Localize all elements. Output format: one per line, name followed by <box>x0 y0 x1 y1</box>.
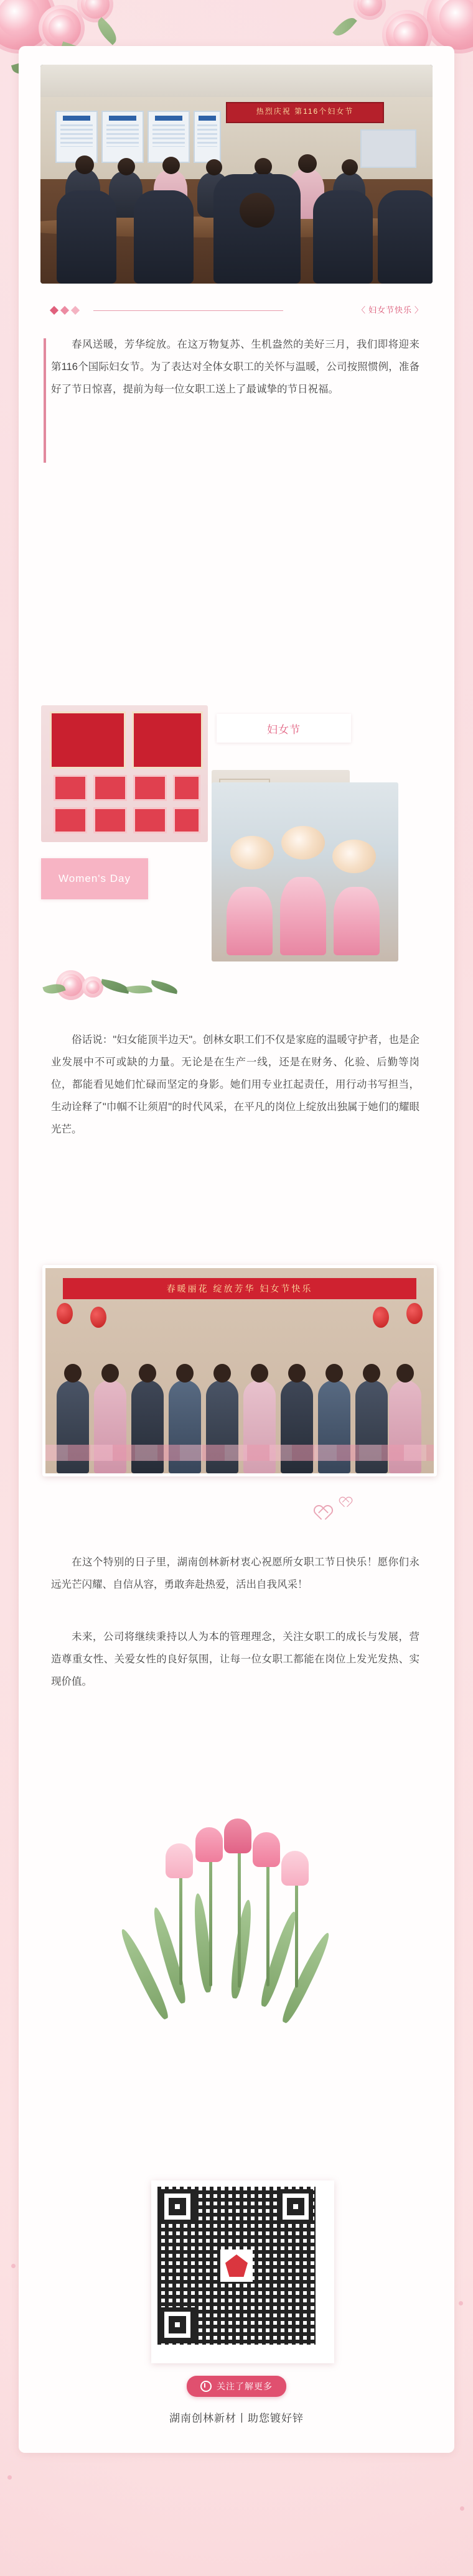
office-chair <box>313 190 373 284</box>
bracket-left: 〈 <box>357 305 366 315</box>
section-divider <box>19 300 454 325</box>
group-photo-banner: 春暖丽花 绽放芳华 妇女节快乐 <box>63 1278 416 1299</box>
rose-icon <box>82 976 103 998</box>
collage-photo-wall <box>41 705 208 842</box>
hero-ceiling <box>40 65 433 97</box>
collage-photo-flowers <box>212 782 398 961</box>
person-head <box>64 1364 82 1383</box>
wish-card <box>54 775 87 801</box>
wall-poster <box>148 111 190 163</box>
follow-button[interactable] <box>187 2376 286 2397</box>
person-head <box>288 1364 306 1383</box>
paragraph-2: 俗话说："妇女能顶半边天"。创林女职工们不仅是家庭的温暖守护者，也是企业发展中不可或缺的力量。无论是在生产一线，还是在财务、化验、后勤等岗位，都能看见她们忙碌而坚定的身影。她们用专业扛起责任，用行动书写担当，生动诠释了"巾帼不让须眉"的时代风采，在平凡的岗位上绽放出独属于她们的耀眼光芒。 <box>51 1034 419 1135</box>
person-head <box>255 158 272 175</box>
tulip-stem <box>179 1873 182 1985</box>
tulip-stem <box>209 1857 212 1986</box>
photo-collage <box>19 705 454 973</box>
lantern-icon <box>406 1303 423 1324</box>
qr-code-block[interactable] <box>151 2180 334 2363</box>
divider-line <box>93 310 283 311</box>
bouquet <box>334 887 380 955</box>
tulip-illustration <box>19 1800 454 2086</box>
tulip-flower <box>281 1851 309 1886</box>
dot-decoration <box>460 2506 464 2511</box>
bouquet <box>227 887 273 955</box>
heart-icon <box>337 1493 349 1503</box>
divider-label-text: 妇女节快乐 <box>368 305 412 315</box>
tulip-flower <box>166 1843 193 1878</box>
person-head <box>396 1364 414 1383</box>
tulip-stem <box>238 1850 241 1988</box>
red-board <box>132 711 203 769</box>
footer-text: 湖南创林新材丨助您镀好锌 <box>169 2412 304 2424</box>
wish-card <box>133 775 167 801</box>
info-icon <box>200 2381 212 2392</box>
wall-screen <box>360 129 416 168</box>
rose-icon <box>354 0 386 20</box>
diamond-icon <box>71 306 80 315</box>
flower-row <box>45 1445 434 1461</box>
qr-code-image[interactable] <box>157 2187 316 2345</box>
paragraph-1: 春风送暖，芳华绽放。在这万物复苏、生机盎然的美好三月，我们即将迎来第116个国际妇女节。为了表达对全体女职工的关怀与温暖，公司按照惯例，准备好了节日惊喜，提前为每一位女职工送上了最诚挚的节日祝福。 <box>51 339 419 395</box>
divider-label <box>355 303 426 315</box>
person-head <box>162 157 180 174</box>
person-head <box>342 159 358 175</box>
leaf-icon <box>150 980 179 994</box>
red-board <box>50 711 126 769</box>
wish-card <box>133 807 167 833</box>
wish-card <box>173 775 200 801</box>
leaf-icon <box>332 14 357 40</box>
qr-finder-icon <box>160 2189 195 2224</box>
person-head <box>75 155 94 174</box>
person-head <box>139 1364 156 1383</box>
tag-womens-day-en: Women's Day <box>41 858 148 899</box>
flower-top <box>332 840 376 873</box>
office-chair <box>213 174 301 284</box>
wish-card <box>93 775 127 801</box>
person-head <box>118 158 135 175</box>
office-chair <box>57 190 116 284</box>
office-chair <box>378 190 433 284</box>
tulip-stem <box>266 1862 269 1986</box>
person-head <box>298 154 317 173</box>
wall-poster <box>101 111 144 163</box>
person-head <box>213 1364 231 1383</box>
hero-photo <box>40 65 433 284</box>
person-head <box>176 1364 194 1383</box>
group-photo <box>42 1265 437 1476</box>
hero-banner-text: 热烈庆祝 第116个妇女节 <box>226 102 384 123</box>
person-head <box>101 1364 119 1383</box>
paragraph-4: 未来，公司将继续秉持以人为本的管理理念，关注女职工的成长与发展，营造尊重女性、关爱女性的良好氛围，让每一位女职工都能在岗位上发光发热、实现价值。 <box>51 1631 419 1687</box>
rose-garland-decoration <box>44 966 205 1010</box>
leaf-icon <box>228 1899 255 1999</box>
flower-top <box>281 826 325 859</box>
dot-decoration <box>459 2301 463 2305</box>
tulip-flower <box>224 1818 251 1853</box>
qr-finder-icon <box>278 2189 313 2224</box>
tulip-flower <box>195 1827 223 1862</box>
tulip-flower <box>253 1832 280 1867</box>
flower-top <box>230 836 274 869</box>
quote-bar <box>44 338 46 463</box>
office-chair <box>134 190 194 284</box>
paragraph-3: 在这个特别的日子里，湖南创林新材衷心祝愿所女职工节日快乐！愿你们永远光芒闪耀、自信从容，勇敢奔赴热爱，活出自我风采！ <box>51 1557 419 1590</box>
tulip-stem <box>295 1881 298 1988</box>
follow-label: 关注了解更多 <box>217 2381 273 2391</box>
bouquet <box>280 877 326 955</box>
lantern-icon <box>57 1303 73 1324</box>
leaf-icon <box>126 983 152 995</box>
dot-decoration <box>7 2475 12 2480</box>
diamond-icon <box>50 306 59 315</box>
article-card <box>19 46 454 2453</box>
wall-poster <box>55 111 98 163</box>
leaf-icon <box>100 979 130 994</box>
heart-icon <box>311 1499 327 1514</box>
foreground-person-head <box>240 193 274 228</box>
bracket-right: 〉 <box>414 305 423 315</box>
diamond-group <box>51 307 78 313</box>
diamond-icon <box>60 306 69 315</box>
person-head <box>206 159 222 175</box>
wish-card <box>173 807 200 833</box>
person-head <box>325 1364 343 1383</box>
tag-womens-day-cn: 妇女节 <box>217 714 351 743</box>
wish-card <box>54 807 87 833</box>
wish-card <box>93 807 127 833</box>
dot-decoration <box>11 2264 16 2268</box>
wall-poster <box>194 111 221 163</box>
person-head <box>251 1364 268 1383</box>
lantern-icon <box>90 1307 106 1328</box>
qr-logo <box>220 2249 253 2282</box>
person-head <box>363 1364 380 1383</box>
qr-finder-icon <box>160 2307 195 2342</box>
lantern-icon <box>373 1307 389 1328</box>
